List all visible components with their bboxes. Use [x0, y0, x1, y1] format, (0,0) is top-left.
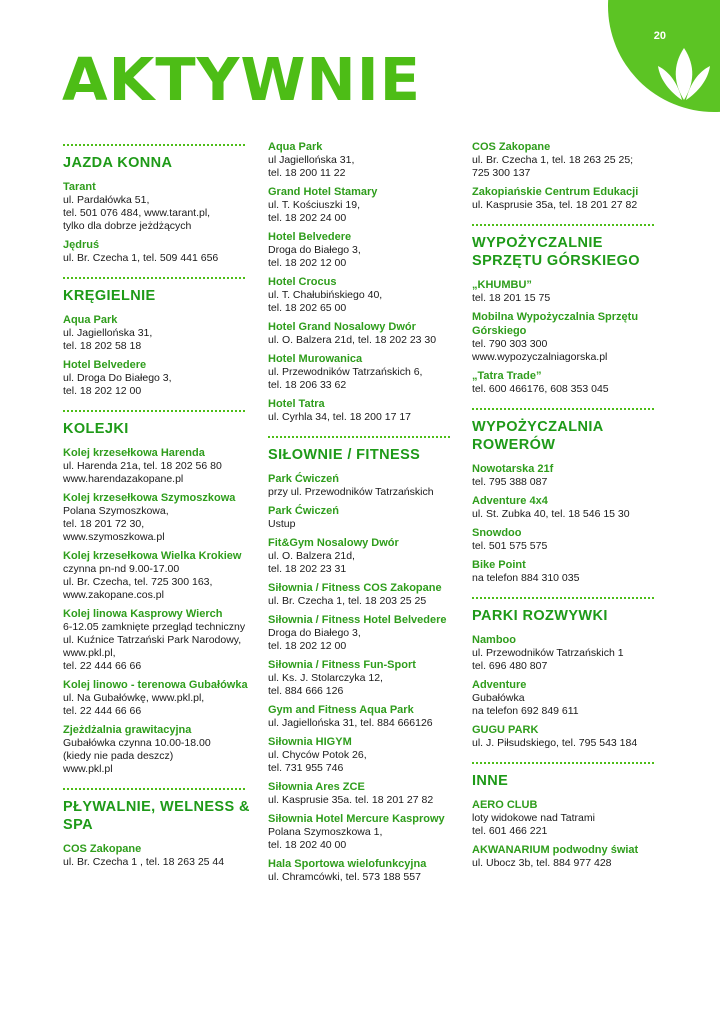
page-title: AKTYWNIE [62, 45, 422, 114]
venue-name: Mobilna Wypożyczalnia Sprzętu Górskiego [472, 311, 639, 337]
venue-name: Park Ćwiczeń [268, 505, 339, 517]
venue-name: Kolej linowa Kasprowy Wierch [63, 608, 223, 620]
venue-detail-line: www.zakopane.cos.pl [63, 589, 164, 601]
venue-detail-line: tel. 696 480 807 [472, 660, 548, 672]
venue-entry [472, 843, 667, 870]
venue-detail-line: ul. Jagiellońska 31, [63, 327, 153, 339]
section-divider [268, 436, 450, 438]
venue-detail-line: ul. Ks. J. Stolarczyka 12, [268, 672, 383, 684]
venue-entry [63, 491, 253, 544]
venue-entry [268, 581, 463, 608]
venue-detail-line: ul Jagiellońska 31, [268, 154, 355, 166]
directory-section [63, 788, 253, 869]
venue-detail-line: tylko dla dobrze jeżdżących [63, 220, 192, 232]
venue-detail-line: ul. Przewodników Tatrzańskich 6, [268, 366, 423, 378]
venue-detail-line: ul. Br. Czecha 1, tel. 18 203 25 25 [268, 595, 427, 607]
venue-detail-line: tel. 18 201 72 30, [63, 518, 145, 530]
venue-name: Kolej krzesełkowa Wielka Krokiew [63, 550, 242, 562]
venue-detail-line: 6-12.05 zamknięte przegląd techniczny [63, 621, 246, 633]
venue-entry [472, 526, 667, 553]
venue-name: Jędruś [63, 239, 100, 251]
venue-entry [268, 812, 463, 852]
section-divider [472, 597, 654, 599]
venue-entry [472, 798, 667, 838]
venue-detail-line: ul. Chramcówki, tel. 573 188 557 [268, 871, 421, 883]
venue-detail-line: przy ul. Przewodników Tatrzańskich [268, 486, 434, 498]
venue-entry [472, 678, 667, 718]
venue-entry [63, 238, 253, 265]
venue-entry [63, 446, 253, 486]
venue-detail-line: ul. T. Kościuszki 19, [268, 199, 361, 211]
venue-name: Hotel Belvedere [63, 359, 147, 371]
directory-section [63, 410, 253, 776]
venue-detail-line: ul. Br. Czecha 1, tel. 18 263 25 25; [472, 154, 634, 166]
venue-name: Hotel Crocus [268, 276, 337, 288]
venue-name: Siłownia / Fitness Fun-Sport [268, 659, 416, 671]
venue-entry [472, 723, 667, 750]
venue-detail-line: Gubałówka [472, 692, 525, 704]
venue-detail-line: ul. Droga Do Białego 3, [63, 372, 172, 384]
venue-detail-line: tel. 731 955 746 [268, 762, 344, 774]
section-heading: PŁYWALNIE, WELNESS & SPA [63, 799, 250, 833]
venue-detail-line: ul. Br. Czecha 1, tel. 509 441 656 [63, 252, 219, 264]
venue-name: COS Zakopane [472, 141, 551, 153]
directory-section [472, 224, 667, 396]
venue-detail-line: tel. 18 202 12 00 [268, 257, 347, 269]
venue-entry [472, 462, 667, 489]
directory-section [472, 597, 667, 750]
venue-name: Siłownia HIGYM [268, 736, 352, 748]
venue-entry [268, 230, 463, 270]
venue-name: Hotel Grand Nosalowy Dwór [268, 321, 416, 333]
venue-name: AKWANARIUM podwodny świat [472, 844, 639, 856]
venue-detail-line: tel. 18 206 33 62 [268, 379, 347, 391]
venue-entry [268, 185, 463, 225]
venue-name: Aqua Park [63, 314, 118, 326]
venue-entry [268, 857, 463, 884]
venue-entry [268, 352, 463, 392]
directory-section [268, 140, 463, 424]
venue-name: Hotel Murowanica [268, 353, 363, 365]
venue-detail-line: ul. Kasprusie 35a, tel. 18 201 27 82 [472, 199, 638, 211]
section-heading: KOLEJKI [63, 421, 129, 437]
venue-entry [472, 558, 667, 585]
venue-detail-line: ul. Br. Czecha 1 , tel. 18 263 25 44 [63, 856, 225, 868]
venue-entry [63, 607, 253, 673]
venue-detail-line: tel. 795 388 087 [472, 476, 548, 488]
venue-detail-line: ul. Chyców Potok 26, [268, 749, 367, 761]
venue-name: Bike Point [472, 559, 526, 571]
venue-entry [268, 735, 463, 775]
column-3 [472, 140, 667, 882]
venue-entry [63, 358, 253, 398]
section-divider [63, 410, 245, 412]
venue-name: Zakopiańskie Centrum Edukacji [472, 186, 639, 198]
venue-detail-line: tel. 600 466176, 608 353 045 [472, 383, 609, 395]
venue-entry [472, 633, 667, 673]
venue-entry [472, 278, 667, 305]
plant-leaf-icon [656, 40, 712, 104]
venue-detail-line: tel. 501 575 575 [472, 540, 548, 552]
venue-name: Kolej linowo - terenowa Gubałówka [63, 679, 248, 691]
section-heading: INNE [472, 773, 509, 789]
venue-name: Adventure [472, 679, 527, 691]
venue-entry [63, 678, 253, 718]
venue-entry [268, 140, 463, 180]
section-heading: PARKI ROZWYWKI [472, 608, 608, 624]
venue-name: COS Zakopane [63, 843, 142, 855]
venue-entry [63, 723, 253, 776]
venue-detail-line: tel. 18 201 15 75 [472, 292, 551, 304]
venue-detail-line: tel. 18 202 58 18 [63, 340, 142, 352]
venue-detail-line: ul. Na Gubałówkę, www.pkl.pl, [63, 692, 205, 704]
venue-detail-line: tel. 601 466 221 [472, 825, 548, 837]
venue-detail-line: tel. 790 303 300 [472, 338, 548, 350]
venue-detail-line: ul. Br. Czecha, tel. 725 300 163, [63, 576, 213, 588]
venue-detail-line: ul. Jagiellońska 31, tel. 884 666126 [268, 717, 433, 729]
section-divider [63, 788, 245, 790]
venue-detail-line: tel. 18 202 12 00 [63, 385, 142, 397]
page-number: 20 [653, 30, 666, 42]
venue-detail-line: (kiedy nie pada deszcz) [63, 750, 174, 762]
venue-entry [268, 320, 463, 347]
venue-entry [63, 842, 253, 869]
venue-entry [268, 703, 463, 730]
venue-detail-line: czynna pn-nd 9.00-17.00 [63, 563, 180, 575]
venue-name: Fit&Gym Nosalowy Dwór [268, 537, 399, 549]
venue-entry [472, 310, 667, 364]
venue-detail-line: ul. T. Chałubińskiego 40, [268, 289, 383, 301]
venue-detail-line: tel. 18 200 11 22 [268, 167, 346, 179]
venue-entry [268, 397, 463, 424]
venue-entry [268, 275, 463, 315]
venue-entry [268, 658, 463, 698]
venue-entry [268, 536, 463, 576]
venue-detail-line: www.szymoszkowa.pl [63, 531, 165, 543]
directory-section [472, 140, 667, 212]
venue-name: Nowotarska 21f [472, 463, 554, 475]
venue-detail-line: loty widokowe nad Tatrami [472, 812, 595, 824]
section-heading: KRĘGIELNIE [63, 288, 156, 304]
venue-name: Zjeżdżalnia grawitacyjna [63, 724, 192, 736]
venue-entry [63, 313, 253, 353]
directory-section [63, 277, 253, 398]
venue-name: Namboo [472, 634, 516, 646]
venue-detail-line: www.pkl.pl [63, 763, 113, 775]
venue-detail-line: ul. St. Zubka 40, tel. 18 546 15 30 [472, 508, 630, 520]
venue-name: Aqua Park [268, 141, 323, 153]
venue-entry [63, 549, 253, 602]
venue-detail-line: ul. Kuźnice Tatrzański Park Narodowy, www.pkl.pl, [63, 634, 242, 659]
venue-name: Hala Sportowa wielofunkcyjna [268, 858, 427, 870]
venue-entry [63, 180, 253, 233]
venue-detail-line: tel. 18 202 24 00 [268, 212, 347, 224]
venue-name: Grand Hotel Stamary [268, 186, 378, 198]
section-divider [63, 277, 245, 279]
venue-name: Kolej krzesełkowa Szymoszkowa [63, 492, 236, 504]
venue-name: Siłownia Ares ZCE [268, 781, 365, 793]
venue-detail-line: Polana Szymoszkowa, [63, 505, 169, 517]
venue-name: „KHUMBU” [472, 279, 532, 291]
directory-section [268, 436, 463, 884]
venue-name: Tarant [63, 181, 96, 193]
venue-entry [472, 369, 667, 396]
venue-name: Park Ćwiczeń [268, 473, 339, 485]
venue-entry [268, 780, 463, 807]
venue-entry [268, 504, 463, 531]
directory-section [472, 408, 667, 585]
directory-section [472, 762, 667, 870]
corner-decoration [608, 0, 720, 112]
venue-entry [268, 472, 463, 499]
venue-name: Siłownia / Fitness COS Zakopane [268, 582, 442, 594]
section-divider [472, 224, 654, 226]
venue-detail-line: ul. Przewodników Tatrzańskich 1 [472, 647, 624, 659]
venue-detail-line: ul. Pardałówka 51, [63, 194, 150, 206]
section-heading: WYPOŻYCZALNIA ROWERÓW [472, 419, 604, 453]
venue-detail-line: ul. J. Piłsudskiego, tel. 795 543 184 [472, 737, 638, 749]
venue-detail-line: Droga do Białego 3, [268, 627, 361, 639]
venue-detail-line: ul. Kasprusie 35a. tel. 18 201 27 82 [268, 794, 434, 806]
section-divider [472, 762, 654, 764]
venue-detail-line: www.wypozyczalniagorska.pl [472, 351, 608, 363]
venue-detail-line: Ustup [268, 518, 296, 530]
column-2 [268, 140, 463, 896]
venue-entry [268, 613, 463, 653]
venue-detail-line: Polana Szymoszkowa 1, [268, 826, 383, 838]
venue-detail-line: tel. 18 202 40 00 [268, 839, 347, 851]
venue-detail-line: Droga do Białego 3, [268, 244, 361, 256]
venue-detail-line: ul. O. Balzera 21d, [268, 550, 355, 562]
venue-detail-line: tel. 18 202 65 00 [268, 302, 347, 314]
section-divider [472, 408, 654, 410]
section-heading: WYPOŻYCZALNIE SPRZĘTU GÓRSKIEGO [472, 235, 640, 269]
section-divider [63, 144, 245, 146]
column-1 [63, 140, 253, 881]
venue-detail-line: www.harendazakopane.pl [63, 473, 184, 485]
venue-detail-line: 725 300 137 [472, 167, 531, 179]
venue-detail-line: na telefon 692 849 611 [472, 705, 579, 717]
venue-name: AERO CLUB [472, 799, 538, 811]
venue-name: Kolej krzesełkowa Harenda [63, 447, 205, 459]
venue-entry [472, 494, 667, 521]
venue-detail-line: tel. 18 202 23 31 [268, 563, 347, 575]
venue-detail-line: ul. Harenda 21a, tel. 18 202 56 80 [63, 460, 222, 472]
venue-name: GUGU PARK [472, 724, 539, 736]
directory-section [63, 144, 253, 265]
venue-name: Siłownia Hotel Mercure Kasprowy [268, 813, 445, 825]
venue-entry [472, 185, 667, 212]
venue-detail-line: tel. 501 076 484, www.tarant.pl, [63, 207, 211, 219]
venue-detail-line: ul. O. Balzera 21d, tel. 18 202 23 30 [268, 334, 437, 346]
venue-name: Gym and Fitness Aqua Park [268, 704, 414, 716]
venue-detail-line: tel. 22 444 66 66 [63, 705, 142, 717]
venue-detail-line: Gubałówka czynna 10.00-18.00 [63, 737, 211, 749]
venue-name: Hotel Tatra [268, 398, 325, 410]
section-heading: SIŁOWNIE / FITNESS [268, 447, 421, 463]
venue-name: Snowdoo [472, 527, 522, 539]
venue-name: „Tatra Trade” [472, 370, 542, 382]
section-heading: JAZDA KONNA [63, 155, 173, 171]
venue-detail-line: tel. 884 666 126 [268, 685, 344, 697]
venue-detail-line: ul. Cyrhla 34, tel. 18 200 17 17 [268, 411, 412, 423]
venue-name: Adventure 4x4 [472, 495, 548, 507]
venue-detail-line: na telefon 884 310 035 [472, 572, 580, 584]
venue-name: Siłownia / Fitness Hotel Belvedere [268, 614, 447, 626]
venue-detail-line: tel. 18 202 12 00 [268, 640, 347, 652]
venue-detail-line: ul. Ubocz 3b, tel. 884 977 428 [472, 857, 612, 869]
venue-entry [472, 140, 667, 180]
venue-detail-line: tel. 22 444 66 66 [63, 660, 142, 672]
venue-name: Hotel Belvedere [268, 231, 352, 243]
